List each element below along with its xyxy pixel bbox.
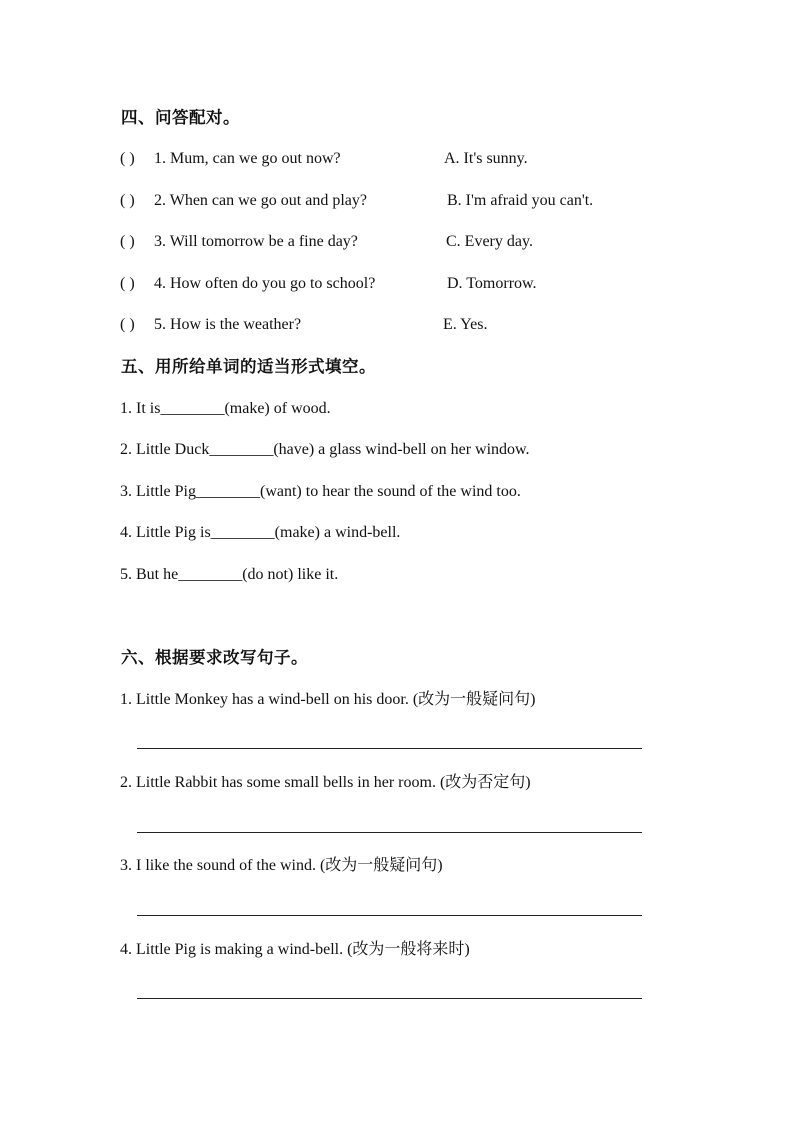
- fill-in-item: 3. Little Pig________(want) to hear the sound of the wind too.: [120, 483, 521, 500]
- rewrite-item: 2. Little Rabbit has some small bells in her room. (改为否定句): [120, 774, 531, 791]
- section-6-heading: 六、根据要求改写句子。: [121, 648, 308, 667]
- question-text: 4. How often do you go to school?: [154, 275, 376, 292]
- rewrite-item: 1. Little Monkey has a wind-bell on his door. (改为一般疑问句): [120, 691, 536, 708]
- answer-blank[interactable]: ( ): [120, 316, 135, 333]
- fill-in-item: 4. Little Pig is________(make) a wind-bell.: [120, 524, 401, 541]
- section-4-heading: 四、问答配对。: [121, 108, 240, 127]
- answer-line[interactable]: [137, 998, 642, 999]
- answer-option: C. Every day.: [446, 233, 533, 250]
- match-row: [120, 149, 680, 169]
- fill-in-item: 5. But he________(do not) like it.: [120, 566, 339, 583]
- section-5-heading: 五、用所给单词的适当形式填空。: [121, 357, 376, 376]
- match-row: [120, 274, 680, 294]
- answer-line[interactable]: [137, 915, 642, 916]
- match-row: [120, 315, 680, 335]
- answer-line[interactable]: [137, 832, 642, 833]
- answer-blank[interactable]: ( ): [120, 192, 135, 209]
- answer-option: A. It's sunny.: [444, 150, 528, 167]
- rewrite-item: 3. I like the sound of the wind. (改为一般疑问句): [120, 857, 443, 874]
- question-text: 2. When can we go out and play?: [154, 192, 367, 209]
- answer-option: B. I'm afraid you can't.: [447, 192, 594, 209]
- question-text: 3. Will tomorrow be a fine day?: [154, 233, 358, 250]
- answer-blank[interactable]: ( ): [120, 233, 135, 250]
- rewrite-item: 4. Little Pig is making a wind-bell. (改为一般将来时): [120, 941, 470, 958]
- answer-option: E. Yes.: [443, 316, 488, 333]
- match-row: [120, 232, 680, 252]
- answer-blank[interactable]: ( ): [120, 150, 135, 167]
- question-text: 5. How is the weather?: [154, 316, 302, 333]
- answer-blank[interactable]: ( ): [120, 275, 135, 292]
- question-text: 1. Mum, can we go out now?: [154, 150, 341, 167]
- fill-in-item: 1. It is________(make) of wood.: [120, 400, 331, 417]
- answer-option: D. Tomorrow.: [447, 275, 537, 292]
- fill-in-item: 2. Little Duck________(have) a glass wind-bell on her window.: [120, 441, 530, 458]
- match-row: [120, 191, 680, 211]
- answer-line[interactable]: [137, 748, 642, 749]
